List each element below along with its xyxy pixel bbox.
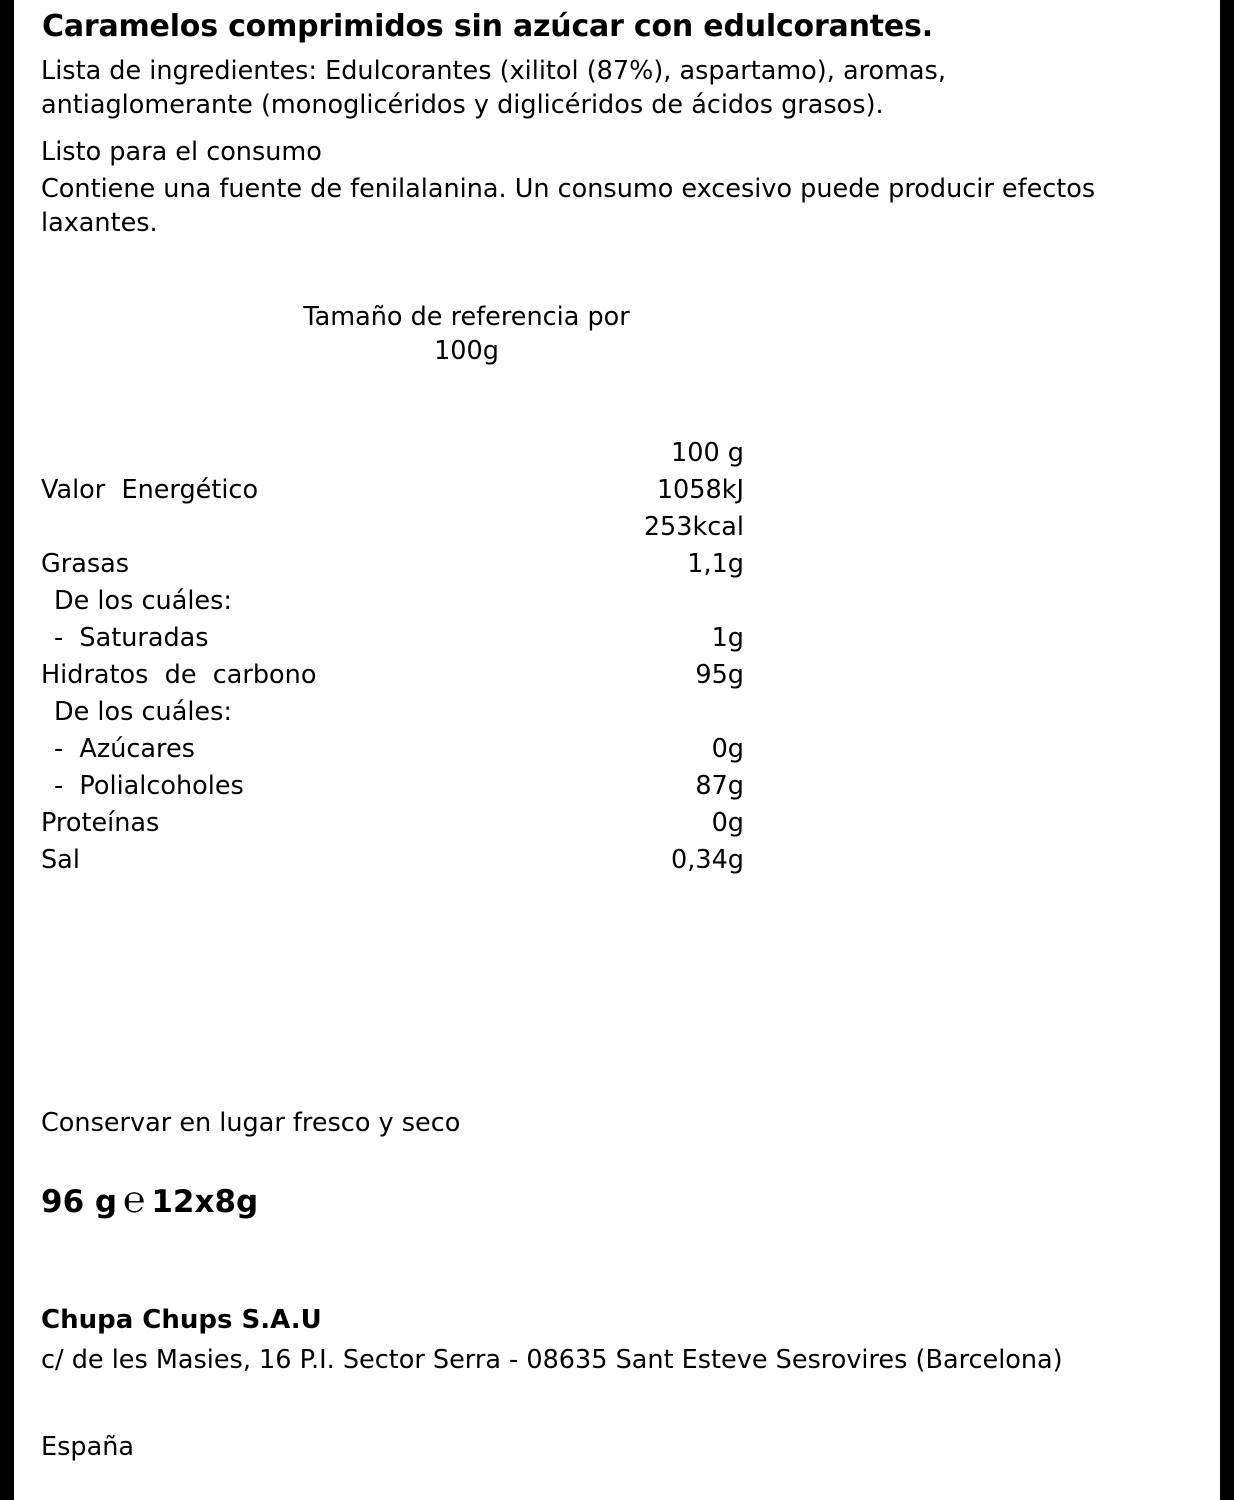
table-row: [14, 620, 1220, 657]
table-row: [14, 546, 1220, 583]
row-value: 0g: [711, 733, 744, 764]
nutrition-column-header-value: 100 g: [671, 437, 744, 468]
company-country: España: [41, 1432, 134, 1462]
table-row: [14, 509, 1220, 546]
row-label: Sal: [41, 844, 80, 875]
table-row: [14, 842, 1220, 879]
page-title: Caramelos comprimidos sin azúcar con edulcorantes.: [42, 9, 933, 44]
row-value: 95g: [695, 659, 744, 690]
storage-instructions: Conservar en lugar fresco y seco: [41, 1108, 461, 1138]
row-value: 0g: [711, 807, 744, 838]
table-row: [14, 805, 1220, 842]
net-weight-value: 96 g: [41, 1183, 118, 1220]
row-label: - Azúcares: [54, 733, 195, 764]
reference-heading: [14, 300, 794, 369]
nutrition-column-header-row: [14, 435, 1220, 472]
row-value: 1g: [711, 622, 744, 653]
row-value: 1,1g: [687, 548, 744, 579]
nutrition-rows: [14, 435, 1220, 879]
table-row: [14, 472, 1220, 509]
allergen-warning: Contiene una fuente de fenilalanina. Un consumo excesivo puede producir efectos laxantes.: [41, 174, 1096, 239]
row-label: - Saturadas: [54, 622, 209, 653]
row-value: 0,34g: [671, 844, 744, 875]
table-row: [14, 657, 1220, 694]
row-value: 87g: [695, 770, 744, 801]
ingredients-line-1: Lista de ingredientes: Edulcorantes (xilitol (87%), aspartamo), aromas,: [41, 56, 946, 86]
row-label: De los cuáles:: [54, 696, 232, 727]
reference-heading-line-1: Tamaño de referencia por: [303, 302, 630, 332]
company-name: Chupa Chups S.A.U: [41, 1305, 322, 1335]
net-weight: [41, 1178, 259, 1221]
row-label: Grasas: [41, 548, 130, 579]
nutrition-table: [14, 300, 1220, 879]
row-value: 253kcal: [643, 511, 744, 542]
company-address: c/ de les Masies, 16 P.I. Sector Serra - 08635 Sant Esteve Sesrovires (Barcelona): [41, 1345, 1063, 1375]
row-label: De los cuáles:: [54, 585, 232, 616]
row-label: Proteínas: [41, 807, 160, 838]
ready-to-eat-note: Listo para el consumo: [41, 137, 322, 167]
table-row: [14, 694, 1220, 731]
reference-heading-line-2: 100g: [434, 336, 499, 367]
table-row: [14, 583, 1220, 620]
table-row: [14, 731, 1220, 768]
pack-format: 12x8g: [151, 1183, 259, 1220]
row-label: Valor Energético: [41, 474, 259, 505]
ingredients-line-2: antiaglomerante (monoglicéridos y diglicéridos de ácidos grasos).: [41, 90, 884, 121]
label-content: [14, 0, 1220, 1500]
row-value: 1058kJ: [656, 474, 744, 505]
table-row: [14, 768, 1220, 805]
ingredients-list: [41, 54, 1206, 122]
row-label: Hidratos de carbono: [41, 659, 317, 690]
estimated-sign-icon: ℮: [123, 1178, 146, 1221]
row-label: - Polialcoholes: [54, 770, 244, 801]
